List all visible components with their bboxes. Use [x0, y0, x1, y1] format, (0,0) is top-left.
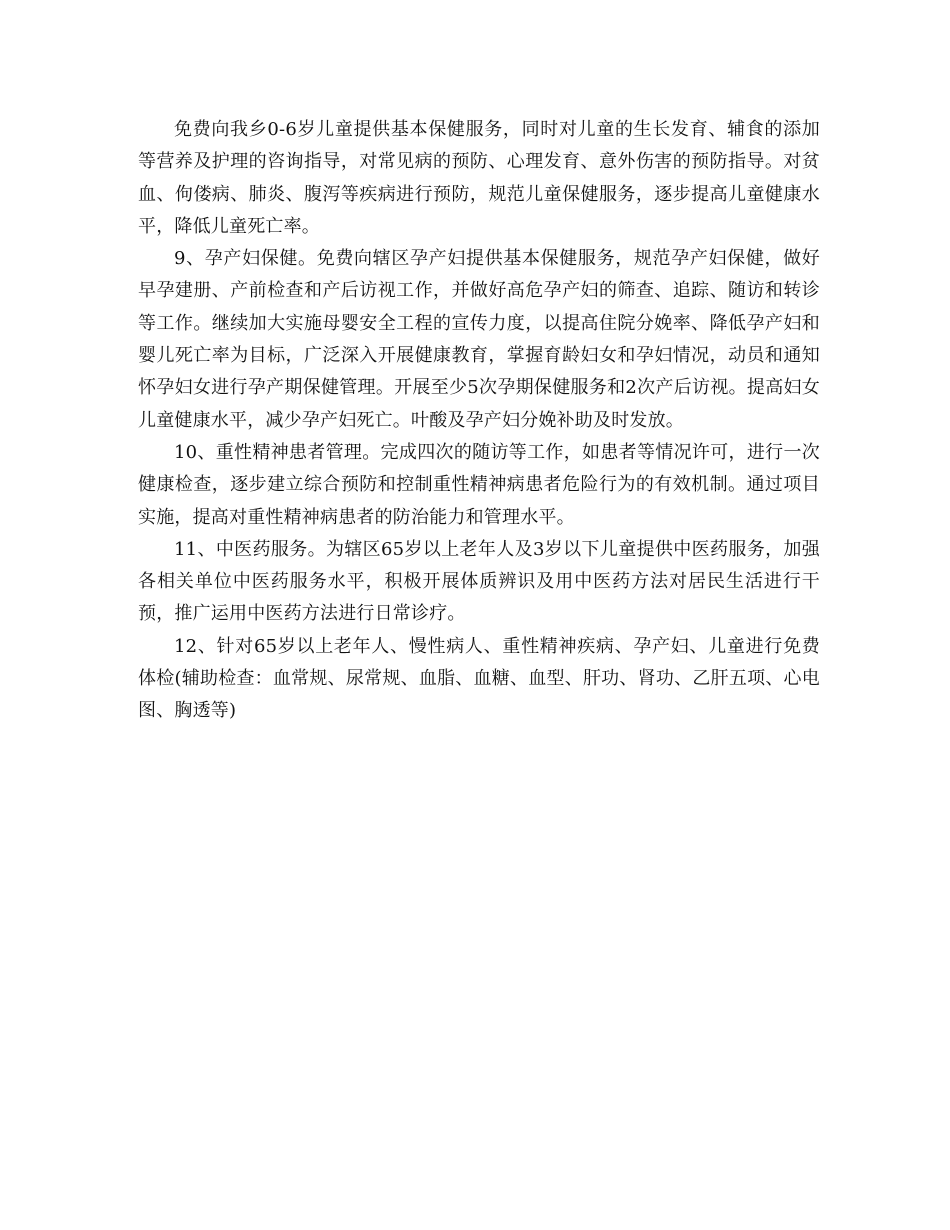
document-body [138, 114, 820, 728]
paragraph-maternal-health: 9、孕产妇保健。免费向辖区孕产妇提供基本保健服务，规范孕产妇保健，做好早孕建册、产前检查和产后访视工作，并做好高危孕产妇的筛查、追踪、随访和转诊等工作。继续加大实施母婴安全工程的宣传力度，以提高住院分娩率、降低孕产妇和婴儿死亡率为目标，广泛深入开展健康教育，掌握育龄妇女和孕妇情况，动员和通知怀孕妇女进行孕产期保健管理。开展至少5次孕期保健服务和2次产后访视。提高妇女儿童健康水平，减少孕产妇死亡。叶酸及孕产妇分娩补助及时发放。 [138, 248, 820, 431]
paragraph-child-health: 免费向我乡0-6岁儿童提供基本保健服务，同时对儿童的生长发育、辅食的添加等营养及护理的咨询指导，对常见病的预防、心理发育、意外伤害的预防指导。对贫血、佝偻病、肺炎、腹泻等疾病进行预防，规范儿童保健服务，逐步提高儿童健康水平，降低儿童死亡率。 [138, 119, 820, 237]
paragraph-mental-illness: 10、重性精神患者管理。完成四次的随访等工作，如患者等情况许可，进行一次健康检查，逐步建立综合预防和控制重性精神病患者危险行为的有效机制。通过项目实施，提高对重性精神病患者的防治能力和管理水平。 [138, 441, 820, 528]
paragraph-tcm-service: 11、中医药服务。为辖区65岁以上老年人及3岁以下儿童提供中医药服务，加强各相关单位中医药服务水平，积极开展体质辨识及用中医药方法对居民生活进行干预，推广运用中医药方法进行日常诊疗。 [138, 538, 820, 625]
paragraph-free-checkup: 12、针对65岁以上老年人、慢性病人、重性精神疾病、孕产妇、儿童进行免费体检(辅助检查：血常规、尿常规、血脂、血糖、血型、肝功、肾功、乙肝五项、心电图、胸透等) [138, 635, 820, 722]
